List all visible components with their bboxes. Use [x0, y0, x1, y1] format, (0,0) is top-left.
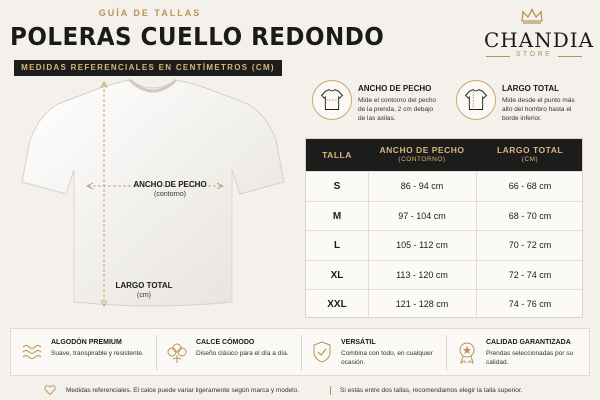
- length-cell: 70 - 72 cm: [508, 240, 552, 251]
- size-cell: XL: [330, 269, 344, 281]
- table-row: [306, 260, 582, 290]
- chest-cell: 97 - 104 cm: [398, 210, 446, 221]
- measure-length-title: LARGO TOTAL: [502, 84, 560, 93]
- length-cell: 66 - 68 cm: [508, 181, 552, 191]
- feature-text: Combina con todo, en cualquier ocasión.: [341, 350, 433, 366]
- length-cell: 72 - 74 cm: [508, 269, 552, 280]
- footer-divider: [330, 386, 331, 395]
- table-header: [306, 139, 582, 171]
- table-row: [306, 201, 582, 231]
- brand-sub: STORE: [515, 51, 553, 58]
- length-label: LARGO TOTAL: [115, 281, 173, 290]
- feature-item: [11, 329, 156, 377]
- header-length: LARGO TOTAL (CM): [496, 145, 564, 163]
- feature-item: [301, 329, 446, 377]
- size-cell: XXL: [327, 299, 347, 311]
- crown-icon: [520, 8, 544, 24]
- footer-note-1: Medidas referenciales. El calce puede variar ligeramente según marca y modelo.: [66, 387, 300, 394]
- units-banner: MEDIDAS REFERENCIALES EN CENTÍMETROS (CM): [14, 60, 282, 76]
- cotton-waves-icon: [19, 339, 45, 365]
- shield-check-icon: [309, 339, 335, 365]
- size-table: [305, 138, 583, 318]
- tshirt-chest-icon: [312, 80, 352, 120]
- header-chest: ANCHO DE PECHO (CONTORNO): [379, 145, 465, 163]
- length-cell: 74 - 76 cm: [508, 299, 552, 310]
- size-cell: S: [333, 181, 341, 192]
- tshirt-length-icon: [456, 80, 496, 120]
- measure-length-text: Mide desde el punto más alto del hombro hasta el borde inferior.: [502, 97, 575, 122]
- footer-note-2: Si estás entre dos tallas, recomendamos elegir la talla superior.: [340, 387, 523, 394]
- chest-cell: 121 - 128 cm: [395, 299, 449, 310]
- feature-item: [446, 329, 591, 377]
- table-row: [306, 289, 582, 319]
- measure-chest-title: ANCHO DE PECHO: [358, 84, 432, 93]
- chest-cell: 86 - 94 cm: [400, 181, 444, 191]
- cotton-flower-icon: [164, 339, 190, 365]
- feature-item: [156, 329, 301, 377]
- table-row: [306, 171, 582, 201]
- length-cell: 68 - 70 cm: [508, 210, 552, 221]
- heart-icon: [44, 384, 56, 396]
- feature-title: CALCE CÓMODO: [196, 339, 255, 346]
- page-title: POLERAS CUELLO REDONDO: [10, 22, 385, 51]
- size-cell: L: [333, 240, 341, 252]
- features-bar: [10, 328, 590, 376]
- feature-title: VERSÁTIL: [341, 339, 376, 346]
- measure-chest-text: Mide el contorno del pecho de la prenda, 2 cm debajo de las axilas.: [358, 97, 437, 122]
- chest-cell: 105 - 112 cm: [396, 240, 448, 251]
- feature-title: ALGODÓN PREMIUM: [51, 339, 122, 346]
- feature-text: Diseño clásico para el día a día.: [196, 350, 289, 357]
- size-cell: M: [332, 210, 342, 222]
- quality-badge-icon: [454, 339, 480, 365]
- feature-title: CALIDAD GARANTIZADA: [486, 339, 571, 346]
- brand-name: CHANDIA: [484, 28, 595, 52]
- chest-label: ANCHO DE PECHO: [133, 180, 207, 189]
- guide-subtitle: GUÍA DE TALLAS: [98, 8, 202, 18]
- chest-sublabel: (contorno): [154, 191, 186, 198]
- header-size: TALLA: [322, 150, 352, 160]
- feature-text: Prendas seleccionadas por su calidad.: [486, 350, 574, 366]
- table-row: [306, 230, 582, 260]
- length-sublabel: (cm): [137, 292, 151, 299]
- feature-text: Suave, transpirable y resistente.: [51, 350, 144, 357]
- chest-cell: 113 - 120 cm: [396, 269, 448, 280]
